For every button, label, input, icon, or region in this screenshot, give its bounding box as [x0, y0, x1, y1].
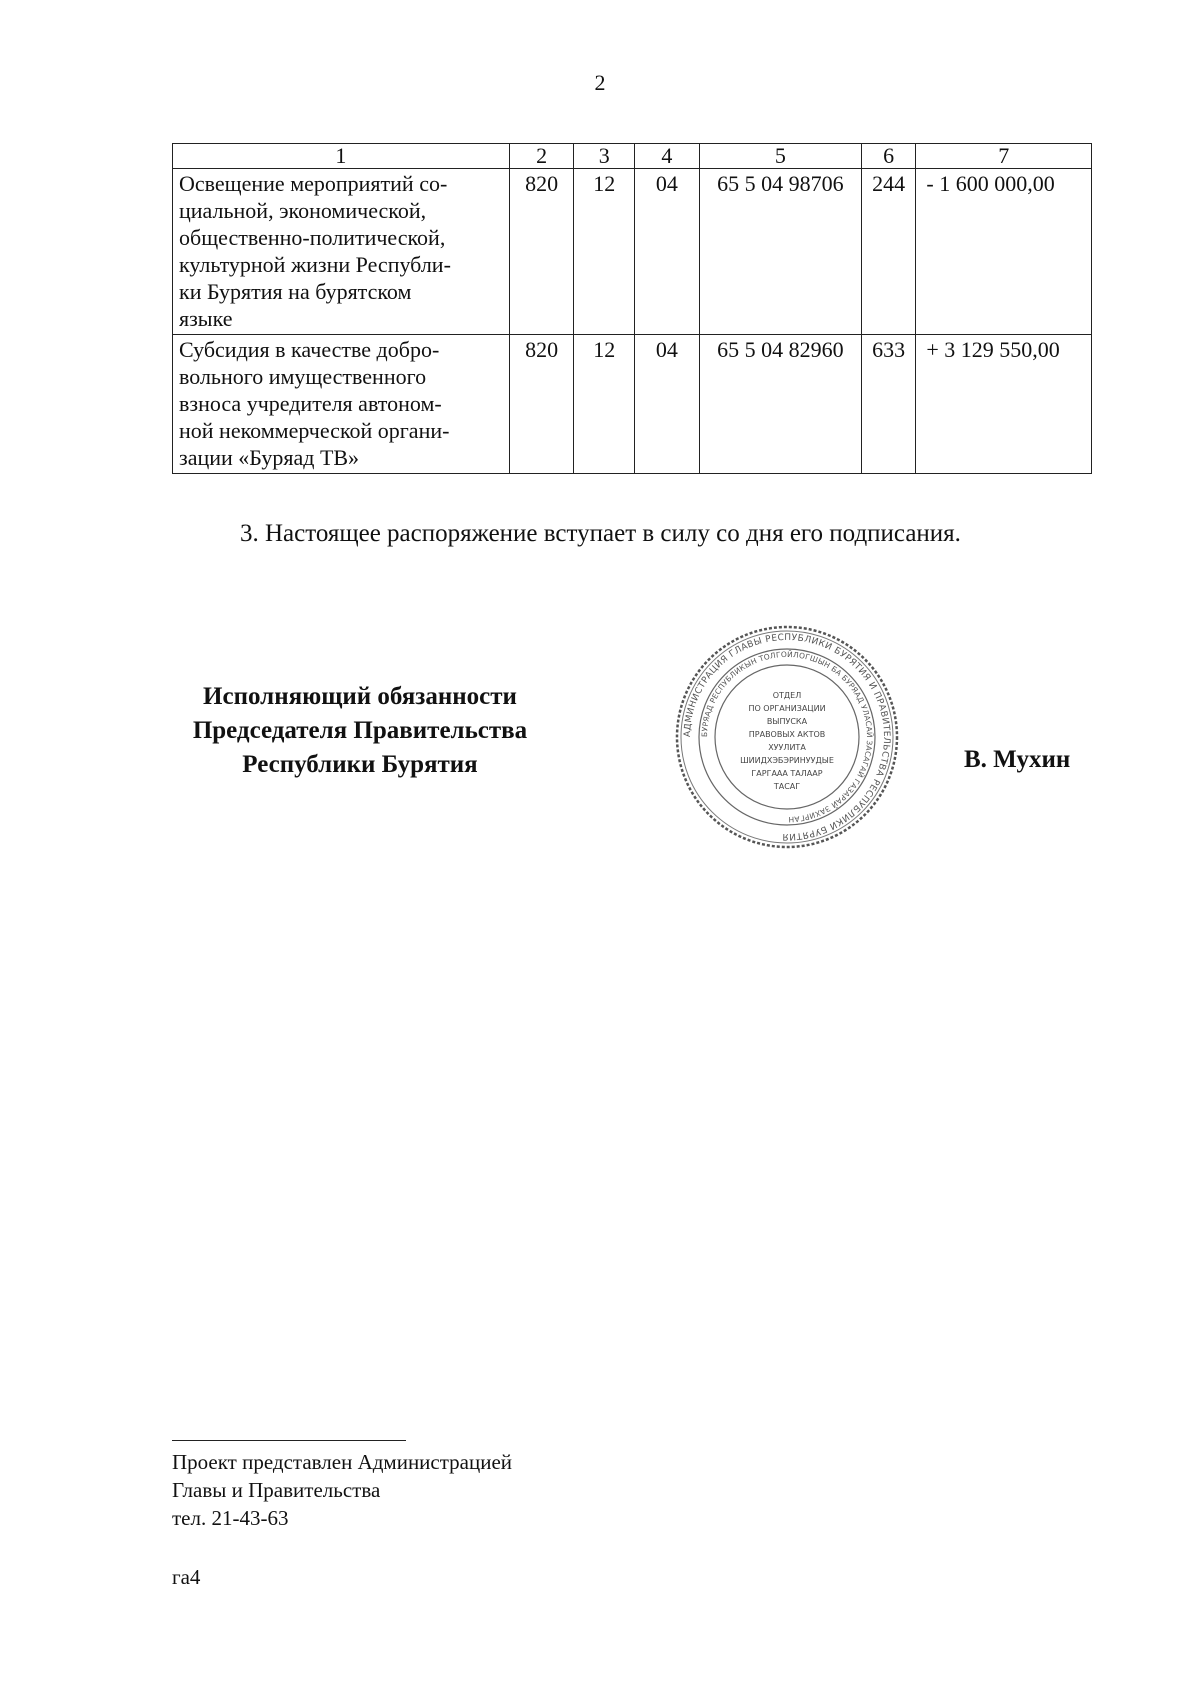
stamp-center-line: ГАРГААА ТАЛААР [751, 769, 823, 778]
subsection-code-cell: 04 [635, 335, 700, 474]
stamp-center-line: ШИИДХЭБЭРИНУУДЫЕ [740, 756, 834, 765]
item-name-line: ки Бурятия на бурятском [179, 279, 412, 304]
stamp-inner-text: БУРЯАД РЕСПУБЛИКЫН ТОЛГОЙЛОГШЫН БА БУРЯАД УЛАСАЙ ЗАСАГАЙ ГАЗАРАЙ ЗАХИРГАН [699, 649, 875, 825]
stamp-center-line: ОТДЕЛ [772, 691, 802, 700]
footnote-line: Главы и Правительства [172, 1478, 381, 1502]
expense-type-cell: 633 [861, 335, 915, 474]
header-cell: 7 [916, 144, 1092, 169]
table-header-row [173, 144, 1092, 169]
expense-type-cell: 244 [861, 169, 915, 335]
subsection-code-cell: 04 [635, 169, 700, 335]
footnote-line: Проект представлен Администрацией [172, 1450, 513, 1474]
paragraph-3: 3. Настоящее распоряжение вступает в силу со дня его подписания. [240, 520, 961, 547]
section-code-cell: 12 [574, 169, 635, 335]
position-line: Республики Бурятия [242, 751, 478, 778]
signatory-name: В. Мухин [964, 746, 1071, 773]
item-name-line: зации «Буряад ТВ» [179, 445, 360, 470]
footnote-line: тел. 21-43-63 [172, 1506, 289, 1530]
position-line: Председателя Правительства [192, 717, 528, 744]
item-name-cell [173, 335, 510, 474]
budget-table [172, 143, 1092, 474]
section-code-cell: 12 [574, 335, 635, 474]
item-name-line: общественно-политической, [179, 225, 446, 250]
stamp-outer-text: АДМИНИСТРАЦИЯ ГЛАВЫ РЕСПУБЛИКИ БУРЯТИЯ И ПРАВИТЕЛЬСТВА РЕСПУБЛИКИ БУРЯТИЯ [682, 632, 892, 842]
item-name-line: Освещение мероприятий со- [179, 171, 448, 196]
item-name-line: языке [179, 306, 233, 331]
footnote [172, 1448, 512, 1532]
stamp-center-line: ВЫПУСКА [766, 717, 808, 726]
amount-cell: - 1 600 000,00 [916, 169, 1092, 335]
official-seal-stamp [672, 622, 902, 852]
header-cell: 6 [861, 144, 915, 169]
stamp-center-line: ПО ОРГАНИЗАЦИИ [748, 704, 826, 713]
position-line: Исполняющий обязанности [203, 683, 517, 710]
header-cell: 1 [173, 144, 510, 169]
target-article-cell: 65 5 04 82960 [699, 335, 861, 474]
header-cell: 3 [574, 144, 635, 169]
item-name-line: культурной жизни Республи- [179, 252, 451, 277]
header-cell: 5 [699, 144, 861, 169]
header-cell: 2 [509, 144, 574, 169]
header-cell: 4 [635, 144, 700, 169]
document-code: га4 [172, 1565, 201, 1589]
ministry-code-cell: 820 [509, 335, 574, 474]
amount-cell: + 3 129 550,00 [916, 335, 1092, 474]
stamp-center-line: ХУУЛИТА [768, 743, 806, 752]
signatory-position [150, 680, 570, 782]
item-name-cell [173, 169, 510, 335]
item-name-line: Субсидия в качестве добро- [179, 337, 440, 362]
item-name-line: взноса учредителя автоном- [179, 391, 442, 416]
table-row [173, 169, 1092, 335]
item-name-line: циальной, экономической, [179, 198, 427, 223]
ministry-code-cell: 820 [509, 169, 574, 335]
stamp-center-line: ПРАВОВЫХ АКТОВ [748, 730, 826, 739]
item-name-line: вольного имущественного [179, 364, 427, 389]
footnote-divider [172, 1440, 406, 1441]
target-article-cell: 65 5 04 98706 [699, 169, 861, 335]
page-number: 2 [594, 70, 606, 95]
item-name-line: ной некоммерческой органи- [179, 418, 450, 443]
table-row [173, 335, 1092, 474]
stamp-center-line: ТАСАГ [773, 782, 801, 791]
